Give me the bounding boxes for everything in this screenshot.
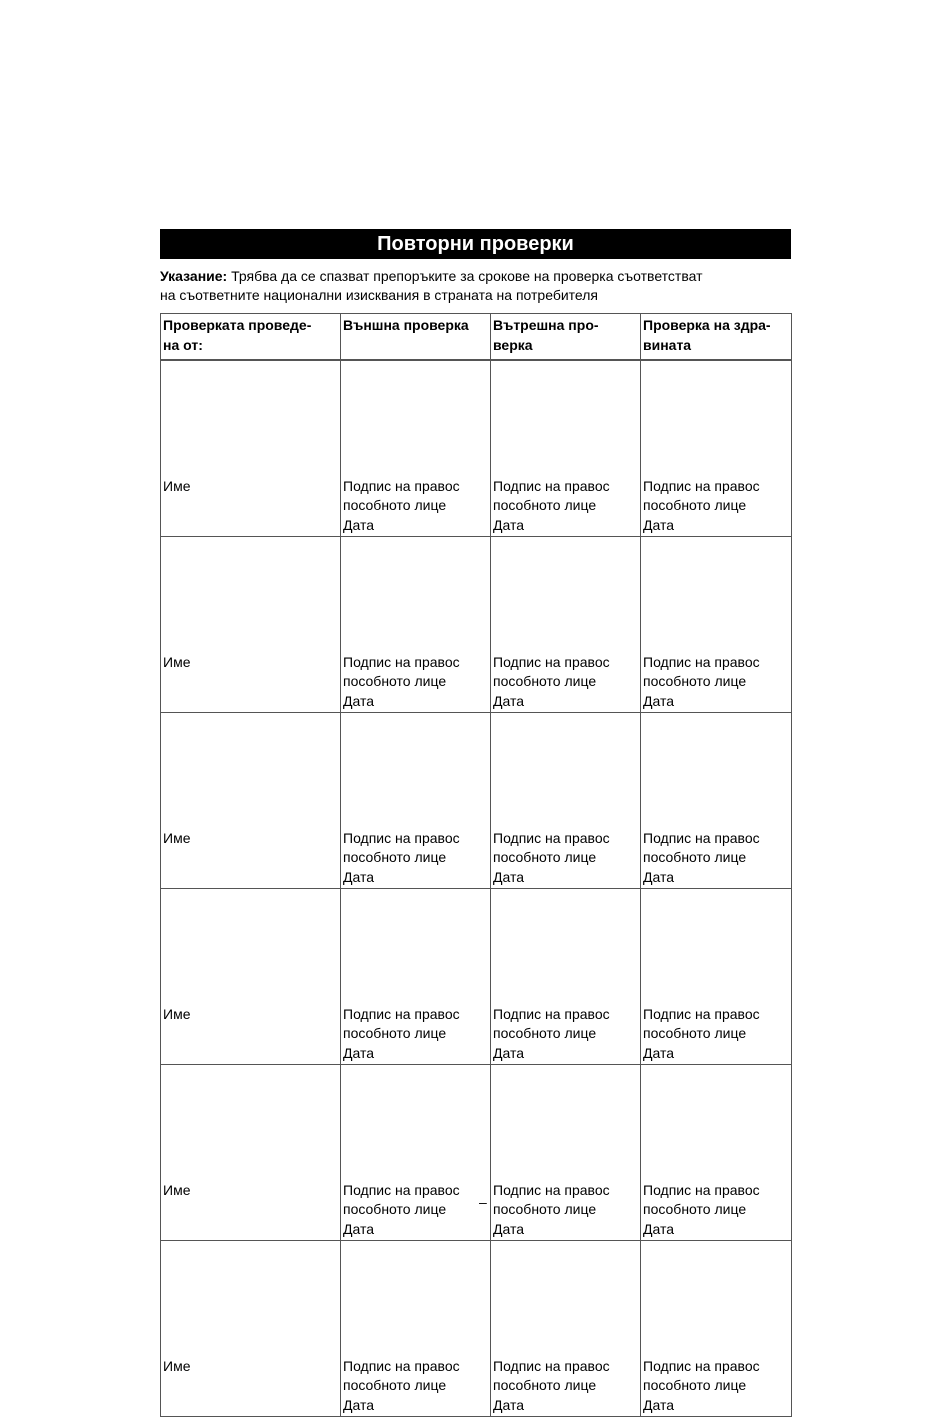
name-cell[interactable]: Име [161,713,341,889]
table-row [161,889,792,1065]
signature-date-cell[interactable]: Подпис на правос пособното лице Дата [641,713,792,889]
signature-date-cell[interactable]: Подпис на правос пособното лице Дата [341,1241,491,1417]
signature-date-cell[interactable]: Подпис на правос пособното лице Дата [491,889,641,1065]
header-strength-test: Проверка на здра- вината [641,314,792,360]
name-cell[interactable]: Име [161,1241,341,1417]
signature-date-cell[interactable]: Подпис на правос пособното лице Дата [491,1241,641,1417]
signature-date-cell[interactable]: Подпис на правос пособното лице Дата [641,1065,792,1241]
signature-date-cell[interactable]: Подпис на правос пособното лице Дата [641,1241,792,1417]
signature-date-cell[interactable]: Подпис на правос пособното лице Дата [641,889,792,1065]
signature-date-cell[interactable]: Подпис на правос пособното лице Дата [491,713,641,889]
signature-date-cell[interactable]: Подпис на правос пособното лице Дата [491,1065,641,1241]
note-label: Указание: [160,268,228,284]
signature-date-cell[interactable]: Подпис на правос пособното лице Дата [641,537,792,713]
table-row [161,361,792,537]
signature-date-cell[interactable]: Подпис на правос пособното лице Дата [341,1065,491,1241]
signature-date-cell[interactable]: Подпис на правос пособното лице Дата [491,361,641,537]
signature-date-cell[interactable]: Подпис на правос пособното лице Дата [341,713,491,889]
table-row [161,537,792,713]
name-cell[interactable]: Име [161,537,341,713]
inspection-table-header [160,313,792,360]
signature-date-cell[interactable]: Подпис на правос пособното лице Дата [341,889,491,1065]
table-row [161,1065,792,1241]
signature-date-cell[interactable]: Подпис на правос пособното лице Дата [491,537,641,713]
header-row [161,314,792,360]
page-number: – [479,1194,487,1210]
table-row [161,713,792,889]
name-cell[interactable]: Име [161,1065,341,1241]
header-internal-inspection: Вътрешна про- верка [491,314,641,360]
signature-date-cell[interactable]: Подпис на правос пособното лице Дата [641,361,792,537]
inspection-table [160,360,792,1417]
note-text: Трябва да се спазват препоръките за срокове на проверка съответстват на съответните национални изисквания в страната на потребителя [160,268,703,303]
signature-date-cell[interactable]: Подпис на правос пособното лице Дата [341,537,491,713]
name-cell[interactable]: Име [161,361,341,537]
name-cell[interactable]: Име [161,889,341,1065]
signature-date-cell[interactable]: Подпис на правос пособното лице Дата [341,361,491,537]
header-performed-by: Проверката проведе- на от: [161,314,341,360]
page-title: Повторни проверки [160,229,791,259]
header-external-inspection: Външна проверка [341,314,491,360]
table-row [161,1241,792,1417]
note [160,267,800,305]
